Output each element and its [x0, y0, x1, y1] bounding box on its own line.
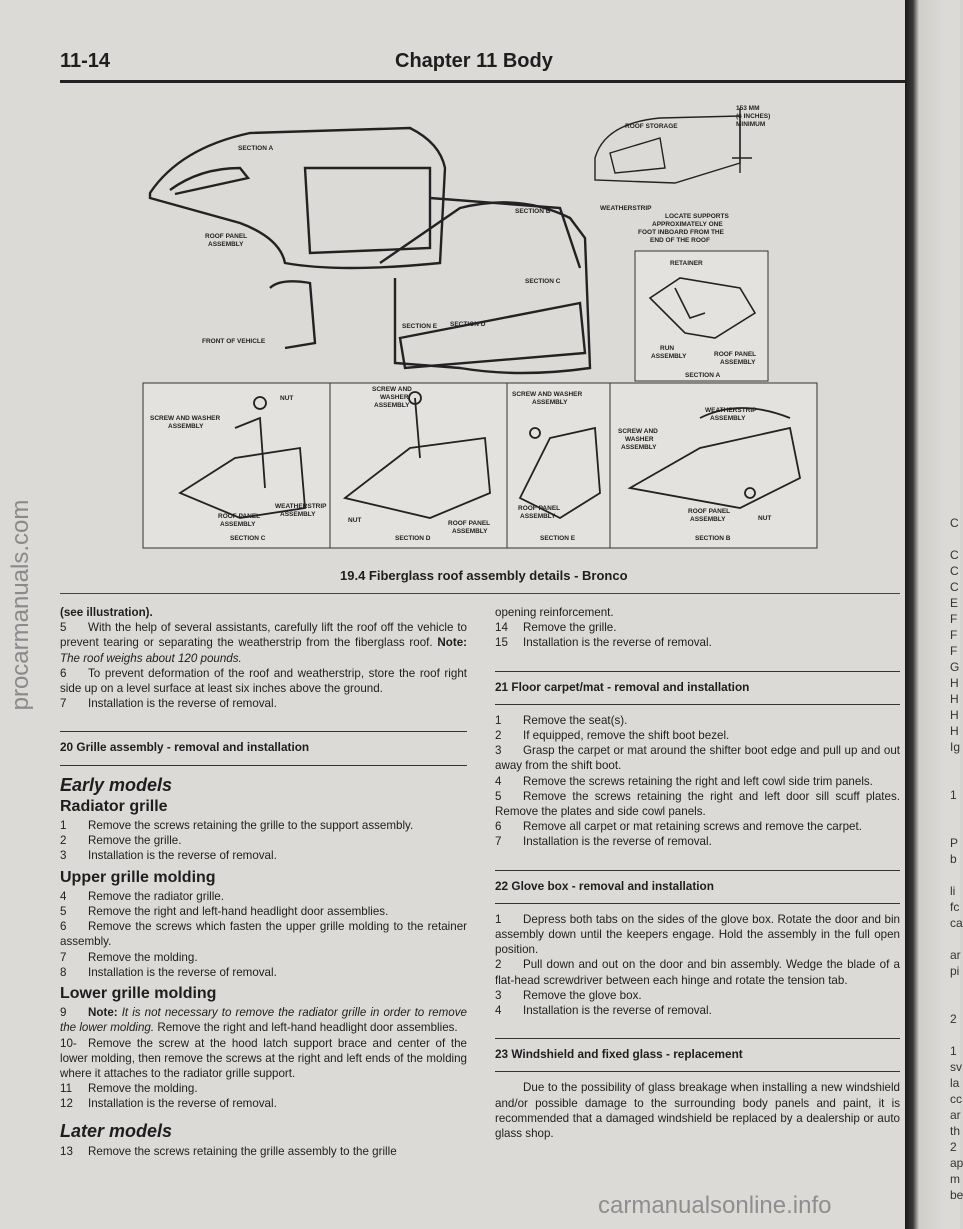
gutter-char: be	[950, 1188, 963, 1202]
section-rule	[495, 671, 900, 672]
label-clearance-1: 153 MM	[736, 105, 760, 112]
gutter-char: m	[950, 1172, 960, 1186]
windshield-paragraph: Due to the possibility of glass breakage when installing a new windshield and/or possible damage to the surrounding body panels and paint, it is recommended that a damaged windshield be replaced by a dealership or auto glass shop.	[495, 1081, 900, 1141]
step-5: 5 With the help of several assistants, carefully lift the roof off the vehicle to prevent tearing or separating the weatherstrip from the fiberglass roof. Note: The roof weighs about 120 pounds.	[60, 621, 467, 665]
step-c2: 2 If equipped, remove the shift boot bezel.	[495, 729, 730, 743]
step-u5: 5 Remove the right and left-hand headlight door assemblies.	[60, 905, 389, 919]
gutter-char: F	[950, 612, 958, 626]
step-g1: 1 Depress both tabs on the sides of the glove box. Rotate the door and bin assembly down until the keepers engage. Hold the assembly in the full open position.	[495, 912, 900, 957]
label-d2-nut: NUT	[348, 517, 362, 524]
label-d3-roof-panel-1: ROOF PANEL	[518, 505, 561, 512]
gutter-char: H	[950, 708, 959, 722]
label-section-a: SECTION A	[238, 145, 274, 152]
gutter-char: H	[950, 724, 959, 738]
section-rule	[495, 1071, 900, 1072]
gutter-char: sv	[950, 1060, 962, 1074]
label-d4-weatherstrip-1: WEATHERSTRIP	[705, 407, 757, 414]
section-rule	[495, 704, 900, 705]
label-inset-roof-panel-2: ASSEMBLY	[720, 359, 756, 366]
gutter-char: 2	[950, 1012, 957, 1026]
gutter-char	[950, 803, 963, 819]
label-d2-screw-1: SCREW AND	[372, 386, 412, 393]
label-d4-screw-1: SCREW AND	[618, 428, 658, 435]
label-supports-1: LOCATE SUPPORTS	[665, 213, 729, 220]
label-d1-roof-panel-2: ASSEMBLY	[220, 521, 256, 528]
gutter-char: ca	[950, 916, 963, 930]
gutter-char	[950, 771, 963, 787]
step-g4: 4 Installation is the reverse of removal.	[495, 1004, 712, 1018]
step-r2: 2 Remove the grille.	[60, 834, 182, 848]
label-supports-4: END OF THE ROOF	[650, 237, 710, 244]
label-section-e: SECTION E	[402, 323, 438, 330]
label-d1-screw-1: SCREW AND WASHER	[150, 415, 221, 422]
gutter-char: fc	[950, 900, 960, 914]
section-20-title: 20 Grille assembly - removal and installation	[60, 740, 310, 755]
step-u7: 7 Remove the molding.	[60, 950, 198, 964]
early-models-heading: Early models	[60, 774, 173, 795]
gutter-char	[950, 1027, 963, 1043]
gutter-char	[950, 979, 963, 995]
gutter-char: 1	[950, 1044, 957, 1058]
step-c6: 6 Remove all carpet or mat retaining screws and remove the carpet.	[495, 820, 862, 834]
section-rule	[495, 903, 900, 904]
gutter-char: th	[950, 1124, 961, 1138]
section-rule	[495, 1038, 900, 1039]
step-6: 6 To prevent deformation of the roof and weatherstrip, store the roof right side up on a level surface at least six inches above the ground.	[60, 666, 467, 696]
label-d3-screw-1: SCREW AND WASHER	[512, 391, 583, 398]
gutter-char: C	[950, 516, 959, 530]
step-r3: 3 Installation is the reverse of removal.	[60, 849, 277, 863]
label-d3-roof-panel-2: ASSEMBLY	[520, 513, 556, 520]
label-roof-panel-2: ASSEMBLY	[208, 241, 244, 248]
label-supports-3: FOOT INBOARD FROM THE	[638, 229, 724, 236]
gutter-char: ar	[950, 1108, 961, 1122]
label-roof-panel-1: ROOF PANEL	[205, 233, 248, 240]
label-section-b: SECTION B	[515, 208, 551, 215]
watermark-left	[6, 470, 36, 740]
label-run-2: ASSEMBLY	[651, 353, 687, 360]
header-rule	[60, 80, 905, 83]
gutter-char	[950, 995, 963, 1011]
step-c1: 1 Remove the seat(s).	[495, 713, 628, 727]
label-roof-storage: ROOF STORAGE	[625, 123, 678, 130]
section-rule	[60, 731, 467, 732]
intro-line: (see illustration).	[60, 606, 153, 619]
gutter-char: Ig	[950, 740, 961, 754]
step-7: 7 Installation is the reverse of removal.	[60, 697, 277, 711]
label-d2-roof-panel-2: ASSEMBLY	[452, 528, 488, 535]
section-rule	[495, 870, 900, 871]
section-23-title: 23 Windshield and fixed glass - replacement	[495, 1047, 743, 1062]
right-column	[495, 605, 900, 1141]
step-u4: 4 Remove the radiator grille.	[60, 889, 224, 903]
step-c3: 3 Grasp the carpet or mat around the shifter boot edge and pull up and out away from the shift boot.	[495, 744, 900, 773]
label-d4-screw-3: ASSEMBLY	[621, 444, 657, 451]
page-number: 11-14	[60, 50, 111, 72]
step-15: 15 Installation is the reverse of removal.	[495, 636, 712, 650]
label-d4-roof-panel-2: ASSEMBLY	[690, 516, 726, 523]
watermark-left-text: procarmanuals.com	[7, 499, 34, 711]
gutter-char: cc	[950, 1092, 962, 1106]
label-d1-weatherstrip-1: WEATHERSTRIP	[275, 503, 327, 510]
label-front-of-vehicle: FRONT OF VEHICLE	[202, 338, 266, 345]
label-run-1: RUN	[660, 345, 675, 352]
label-d3-screw-2: ASSEMBLY	[532, 399, 568, 406]
label-d1-section: SECTION C	[230, 535, 266, 542]
gutter-char: E	[950, 596, 959, 610]
step-l12: 12 Installation is the reverse of removal.	[60, 1097, 277, 1111]
gutter-char	[950, 531, 963, 547]
label-supports-2: APPROXIMATELY ONE	[652, 221, 723, 228]
section-rule	[60, 765, 467, 766]
page-header	[60, 50, 900, 80]
gutter-char: b	[950, 852, 957, 866]
gutter-char: 1	[950, 788, 957, 802]
label-section-d: SECTION D	[450, 321, 486, 328]
label-d1-nut: NUT	[280, 395, 294, 402]
step-c5: 5 Remove the screws retaining the right and left door sill scuff plates. Remove the plates and side cowl panels.	[495, 789, 900, 819]
adjacent-page-edge-text	[950, 515, 963, 1203]
later-models-heading: Later models	[60, 1120, 173, 1141]
gutter-char: H	[950, 676, 959, 690]
gutter-char	[950, 819, 963, 835]
step-g2: 2 Pull down and out on the door and bin assembly. Wedge the blade of a flat-head screwdriver between each hinge and rotate the tension tab.	[495, 958, 900, 987]
figure-caption: 19.4 Fiberglass roof assembly details - Bronco	[340, 568, 628, 583]
label-d4-nut: NUT	[758, 515, 772, 522]
gutter-char: 2	[950, 1140, 957, 1154]
label-d3-section: SECTION E	[540, 535, 576, 542]
label-section-c: SECTION C	[525, 278, 561, 285]
label-d2-screw-2: WASHER	[380, 394, 409, 401]
gutter-char: H	[950, 692, 959, 706]
label-d4-section: SECTION B	[695, 535, 731, 542]
label-weatherstrip: WEATHERSTRIP	[600, 205, 652, 212]
step-c7: 7 Installation is the reverse of removal.	[495, 835, 712, 849]
label-inset-section-a: SECTION A	[685, 372, 721, 379]
label-clearance-2: (6 INCHES)	[736, 113, 771, 120]
label-clearance-3: MINIMUM	[736, 121, 766, 128]
caption-rule	[60, 593, 900, 594]
roof-panel-outline	[150, 128, 445, 268]
label-d1-screw-2: ASSEMBLY	[168, 423, 204, 430]
watermark-bottom: carmanualsonline.info	[598, 1192, 832, 1219]
step-g3: 3 Remove the glove box.	[495, 988, 642, 1002]
gutter-char: F	[950, 628, 958, 642]
gutter-char: ap	[950, 1156, 963, 1170]
step-14: 14 Remove the grille.	[495, 621, 617, 635]
step-u8: 8 Installation is the reverse of removal.	[60, 965, 277, 979]
label-d4-screw-2: WASHER	[625, 436, 654, 443]
gutter-char: G	[950, 660, 960, 674]
label-d2-roof-panel-1: ROOF PANEL	[448, 520, 491, 527]
gutter-char	[950, 931, 963, 947]
gutter-char	[950, 867, 963, 883]
label-d1-roof-panel-1: ROOF PANEL	[218, 513, 261, 520]
label-d2-screw-3: ASSEMBLY	[374, 402, 410, 409]
roof-assembly-figure	[140, 98, 830, 568]
section-22-title: 22 Glove box - removal and installation	[495, 878, 714, 893]
label-d4-weatherstrip-2: ASSEMBLY	[710, 415, 746, 422]
gutter-char: ar	[950, 948, 961, 962]
step-r1: 1 Remove the screws retaining the grille to the support assembly.	[60, 819, 414, 833]
chapter-title: Chapter 11 Body	[395, 50, 553, 72]
step-l13: 13 Remove the screws retaining the grille assembly to the grille	[60, 1144, 397, 1158]
gutter-char: P	[950, 836, 959, 850]
label-retainer: RETAINER	[670, 260, 703, 267]
section-21-title: 21 Floor carpet/mat - removal and installation	[495, 679, 750, 694]
lower-grille-heading: Lower grille molding	[60, 985, 217, 1003]
label-inset-roof-panel-1: ROOF PANEL	[714, 351, 757, 358]
label-d2-section: SECTION D	[395, 535, 431, 542]
gutter-char: la	[950, 1076, 960, 1090]
gutter-char: F	[950, 644, 958, 658]
gutter-char: li	[950, 884, 956, 898]
step-l9: 9 Note: It is not necessary to remove the radiator grille in order to remove the lower molding. Remove the right and left-hand headlight door assemblies.	[60, 1006, 467, 1035]
gutter-char: pi	[950, 964, 960, 978]
left-column	[60, 605, 467, 1159]
gutter-char: C	[950, 548, 959, 562]
label-d1-weatherstrip-2: ASSEMBLY	[280, 511, 316, 518]
radiator-grille-heading: Radiator grille	[60, 797, 168, 815]
gutter-char: C	[950, 564, 959, 578]
step-c4: 4 Remove the screws retaining the right and left cowl side trim panels.	[495, 774, 873, 788]
step-l11: 11 Remove the molding.	[60, 1082, 198, 1096]
label-d4-roof-panel-1: ROOF PANEL	[688, 508, 731, 515]
step-l10: 10- Remove the screw at the hood latch support brace and center of the lower molding, then remove the screws at the right and left ends of the molding where it attaches to the radiator grille support.	[60, 1036, 467, 1081]
step-u6: 6 Remove the screws which fasten the upper grille molding to the retainer assembly.	[60, 920, 467, 949]
gutter-char	[950, 755, 963, 771]
continued-text: opening reinforcement.	[495, 606, 614, 619]
gutter-char: C	[950, 580, 959, 594]
upper-grille-heading: Upper grille molding	[60, 868, 216, 886]
